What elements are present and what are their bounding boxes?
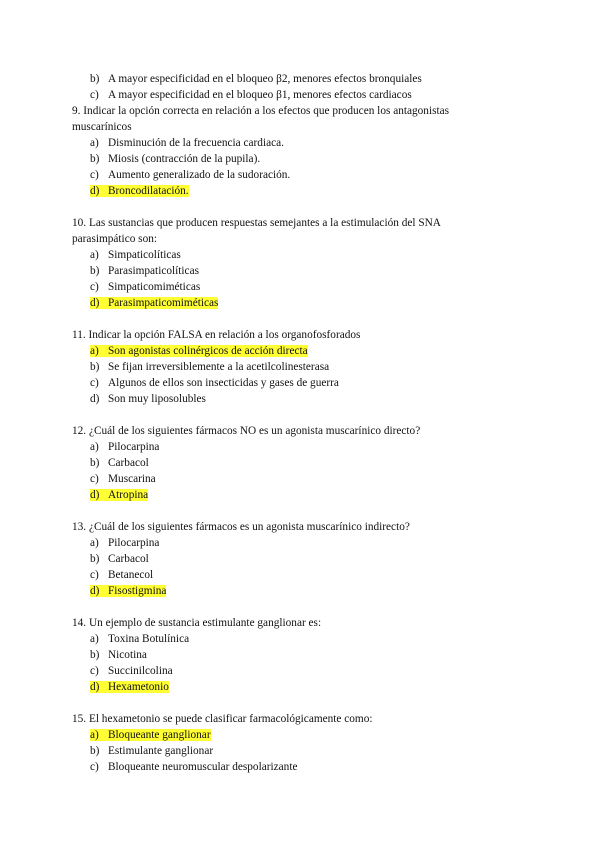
option-letter: c) [90,473,99,485]
option-line [90,664,173,678]
question-stem: 15. El hexametonio se puede clasificar farmacológicamente como: [72,713,373,725]
option-letter: c) [90,169,99,181]
option-line [90,88,412,102]
option-line [90,648,147,662]
option-text: Atropina [108,489,149,501]
option-text: Parasimpaticomiméticas [108,297,219,309]
option-text: Nicotina [108,649,147,661]
option-text: Disminución de la frecuencia cardiaca. [108,137,284,149]
option-letter: b) [90,265,100,277]
question-stem: 12. ¿Cuál de los siguientes fármacos NO es un agonista muscarínico directo? [72,425,421,437]
option-text: Aumento generalizado de la sudoración. [108,169,291,181]
option-text: Hexametonio [108,681,169,693]
option-line-correct [90,728,211,742]
option-letter: b) [90,457,100,469]
option-letter: b) [90,73,100,85]
option-letter: a) [90,137,99,149]
question-stem: 14. Un ejemplo de sustancia estimulante ganglionar es: [72,617,322,629]
option-line [90,248,181,262]
option-text: A mayor especificidad en el bloqueo β2, menores efectos bronquiales [108,73,422,85]
option-line [90,136,284,150]
option-letter: a) [90,537,99,549]
option-line [90,760,297,774]
option-letter: c) [90,89,99,101]
option-line [90,360,329,374]
option-line [90,376,339,390]
option-letter: c) [90,569,99,581]
option-letter: a) [90,345,99,357]
option-line-correct [90,488,148,502]
question-stem: 13. ¿Cuál de los siguientes fármacos es un agonista muscarínico indirecto? [72,521,410,533]
option-letter: d) [90,297,100,309]
question-stem: parasimpático son: [72,233,158,245]
option-text: Bloqueante neuromuscular despolarizante [108,761,298,773]
option-line-correct [90,296,218,310]
option-text: Muscarina [108,473,156,485]
option-letter: d) [90,489,100,501]
option-line [90,152,260,166]
option-text: Carbacol [108,553,149,565]
option-line [90,440,159,454]
option-line [90,456,149,470]
option-line [90,392,206,406]
option-text: Betanecol [108,569,154,581]
option-line [90,552,149,566]
option-text: Algunos de ellos son insecticidas y gases de guerra [108,377,339,389]
option-text: Fisostigmina [108,585,167,597]
option-letter: c) [90,665,99,677]
option-letter: a) [90,441,99,453]
option-line-correct [90,680,169,694]
option-line [90,72,422,86]
option-letter: b) [90,153,100,165]
option-text: Simpaticomiméticas [108,281,201,293]
option-line [90,264,199,278]
option-line [90,280,200,294]
option-letter: b) [90,649,100,661]
option-line-correct [90,344,308,358]
option-letter: d) [90,185,100,197]
option-letter: d) [90,393,100,405]
option-text: Succinilcolina [108,665,173,677]
option-text: Parasimpaticolíticas [108,265,199,277]
option-text: Pilocarpina [108,441,160,453]
option-letter: c) [90,281,99,293]
option-line [90,168,290,182]
question-stem: 10. Las sustancias que producen respuestas semejantes a la estimulación del SNA [72,217,441,229]
option-line [90,632,189,646]
question-stem: 11. Indicar la opción FALSA en relación a los organofosforados [72,329,361,341]
option-line [90,472,156,486]
option-text: Broncodilatación. [108,185,189,197]
option-letter: b) [90,553,100,565]
option-text: Simpaticolíticas [108,249,181,261]
option-line-correct [90,184,189,198]
option-line [90,744,213,758]
option-line [90,568,153,582]
option-text: Miosis (contracción de la pupila). [108,153,261,165]
option-letter: c) [90,761,99,773]
option-text: Carbacol [108,457,149,469]
option-text: A mayor especificidad en el bloqueo β1, menores efectos cardiacos [108,89,412,101]
option-line-correct [90,584,166,598]
option-letter: d) [90,585,100,597]
option-text: Toxina Botulínica [108,633,190,645]
option-letter: a) [90,633,99,645]
option-text: Se fijan irreversiblemente a la acetilcolinesterasa [108,361,330,373]
question-stem: 9. Indicar la opción correcta en relación a los efectos que producen los antagonistas [72,105,450,117]
question-stem: muscarínicos [72,121,132,133]
option-text: Son agonistas colinérgicos de acción directa [108,345,308,357]
option-letter: a) [90,729,99,741]
option-letter: d) [90,681,100,693]
option-letter: a) [90,249,99,261]
option-text: Bloqueante ganglionar [108,729,211,741]
option-text: Son muy liposolubles [108,393,206,405]
option-line [90,536,159,550]
option-letter: b) [90,745,100,757]
option-letter: c) [90,377,99,389]
option-letter: b) [90,361,100,373]
option-text: Pilocarpina [108,537,160,549]
option-text: Estimulante ganglionar [108,745,214,757]
